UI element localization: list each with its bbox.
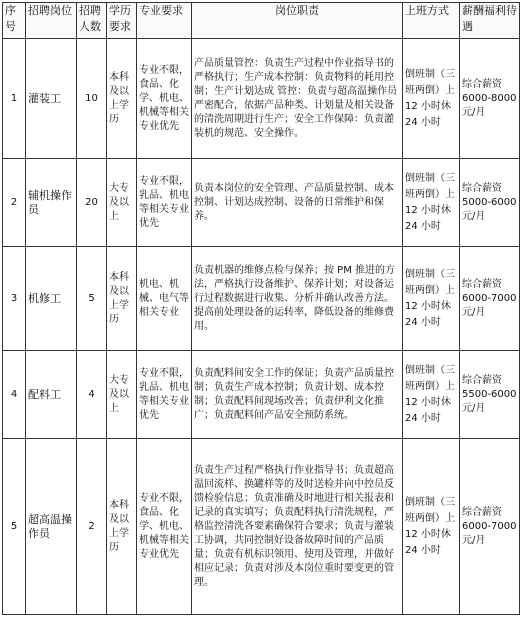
row-duties: 产品质量管控：负责生产过程中作业指导书的严格执行；生产成本控制：负责物料的耗用控制；生产计划达成 管控：负责与超高温操作员严密配合，依据产品种类、计划量及相关设备的清洗周期进行生产；安全工作保障：负责灌装机的规范、安全操作。: [192, 39, 403, 159]
table-row: [3, 351, 520, 439]
row-seq: 2: [3, 159, 26, 247]
row-shift: 倒班制（三班两倒）上 12 小时休 24 小时: [403, 439, 460, 615]
header-seq: 序号: [3, 3, 26, 39]
row-position: 配料工: [26, 351, 77, 439]
row-shift: 倒班制（三班两倒）上 12 小时休 24 小时: [403, 39, 460, 159]
row-salary: 综合薪资6000-7000元/月: [460, 439, 520, 615]
row-position: 超高温操作员: [26, 439, 77, 615]
header-salary: 薪酬福利待遇: [460, 3, 520, 39]
row-duties: 负责配料间安全工作的保证；负责产品质量控制；负责生产成本控制；负责计划、成本控制；负责配料间现场改善；负责伊利文化推广；负责配料间产品安全预防系统。: [192, 351, 403, 439]
row-shift: 倒班制（三班两倒）上 12 小时休 24 小时: [403, 247, 460, 351]
row-position: 辅机操作员: [26, 159, 77, 247]
row-seq: 3: [3, 247, 26, 351]
row-salary: 综合薪资6000-8000元/月: [460, 39, 520, 159]
row-major: 专业不限，食品、化学、机电、机械等相关专业优先: [137, 439, 192, 615]
row-major: 专业不限，乳品、机电等相关专业优先: [137, 351, 192, 439]
row-education: 本科及以上学历: [107, 39, 137, 159]
header-position: 招聘岗位: [26, 3, 77, 39]
row-salary: 综合薪资6000-7000元/月: [460, 247, 520, 351]
table-header-row: [3, 3, 520, 39]
row-duties: 负责本岗位的安全管理、产品质量控制、成本控制、计划达成控制、设备的日常维护和保养。: [192, 159, 403, 247]
row-count: 20: [77, 159, 107, 247]
row-salary: 综合薪资5000-6000元/月: [460, 159, 520, 247]
row-salary: 综合薪资5500-6000元/月: [460, 351, 520, 439]
table-row: [3, 247, 520, 351]
header-duties: 岗位职责: [192, 3, 403, 39]
row-duties: 负责生产过程严格执行作业指导书；负责超高温回流样、换罐样等的及时送检并向中控员反馈检验信息；负责准确及时地进行相关报表和记录的真实填写；负责配料执行清洗规程，严格监控清洗各要素确保符合要求；负责与灌装工协调，共同控制好设备故障时间的产品质量；负责有机标识领用、使用及管理，并做好相应记录；负责对涉及本岗位重时要变更的管理。: [192, 439, 403, 615]
table-row: [3, 439, 520, 615]
row-count: 5: [77, 247, 107, 351]
row-seq: 5: [3, 439, 26, 615]
row-major: 专业不限，乳品、机电等相关专业优先: [137, 159, 192, 247]
row-seq: 4: [3, 351, 26, 439]
header-education: 学历要求: [107, 3, 137, 39]
table-row: [3, 159, 520, 247]
row-position: 灌装工: [26, 39, 77, 159]
row-education: 大专及以上: [107, 159, 137, 247]
row-education: 大专及以上: [107, 351, 137, 439]
row-seq: 1: [3, 39, 26, 159]
row-count: 4: [77, 351, 107, 439]
row-position: 机修工: [26, 247, 77, 351]
table-row: [3, 39, 520, 159]
header-major: 专业要求: [137, 3, 192, 39]
row-count: 10: [77, 39, 107, 159]
row-major: 专业不限，食品、化学、机电、机械等相关专业优先: [137, 39, 192, 159]
header-count: 招聘人数: [77, 3, 107, 39]
row-education: 本科及以上学历: [107, 247, 137, 351]
row-shift: 倒班制（三班两倒）上 12 小时休 24 小时: [403, 159, 460, 247]
row-count: 2: [77, 439, 107, 615]
row-shift: 倒班制（三班两倒）上 12 小时休 24 小时: [403, 351, 460, 439]
header-shift: 上班方式: [403, 3, 460, 39]
recruitment-table: [2, 2, 520, 615]
row-major: 机电、机械、电气等相关专业: [137, 247, 192, 351]
row-duties: 负责机器的维修点检与保养；按 PM 推进的方法，严格执行设备维护、保养计划；对设备运行过程数据进行收集、分析并确认改善方法。提高前处理设备的运转率，降低设备的维修费用。: [192, 247, 403, 351]
row-education: 本科及以上学历: [107, 439, 137, 615]
